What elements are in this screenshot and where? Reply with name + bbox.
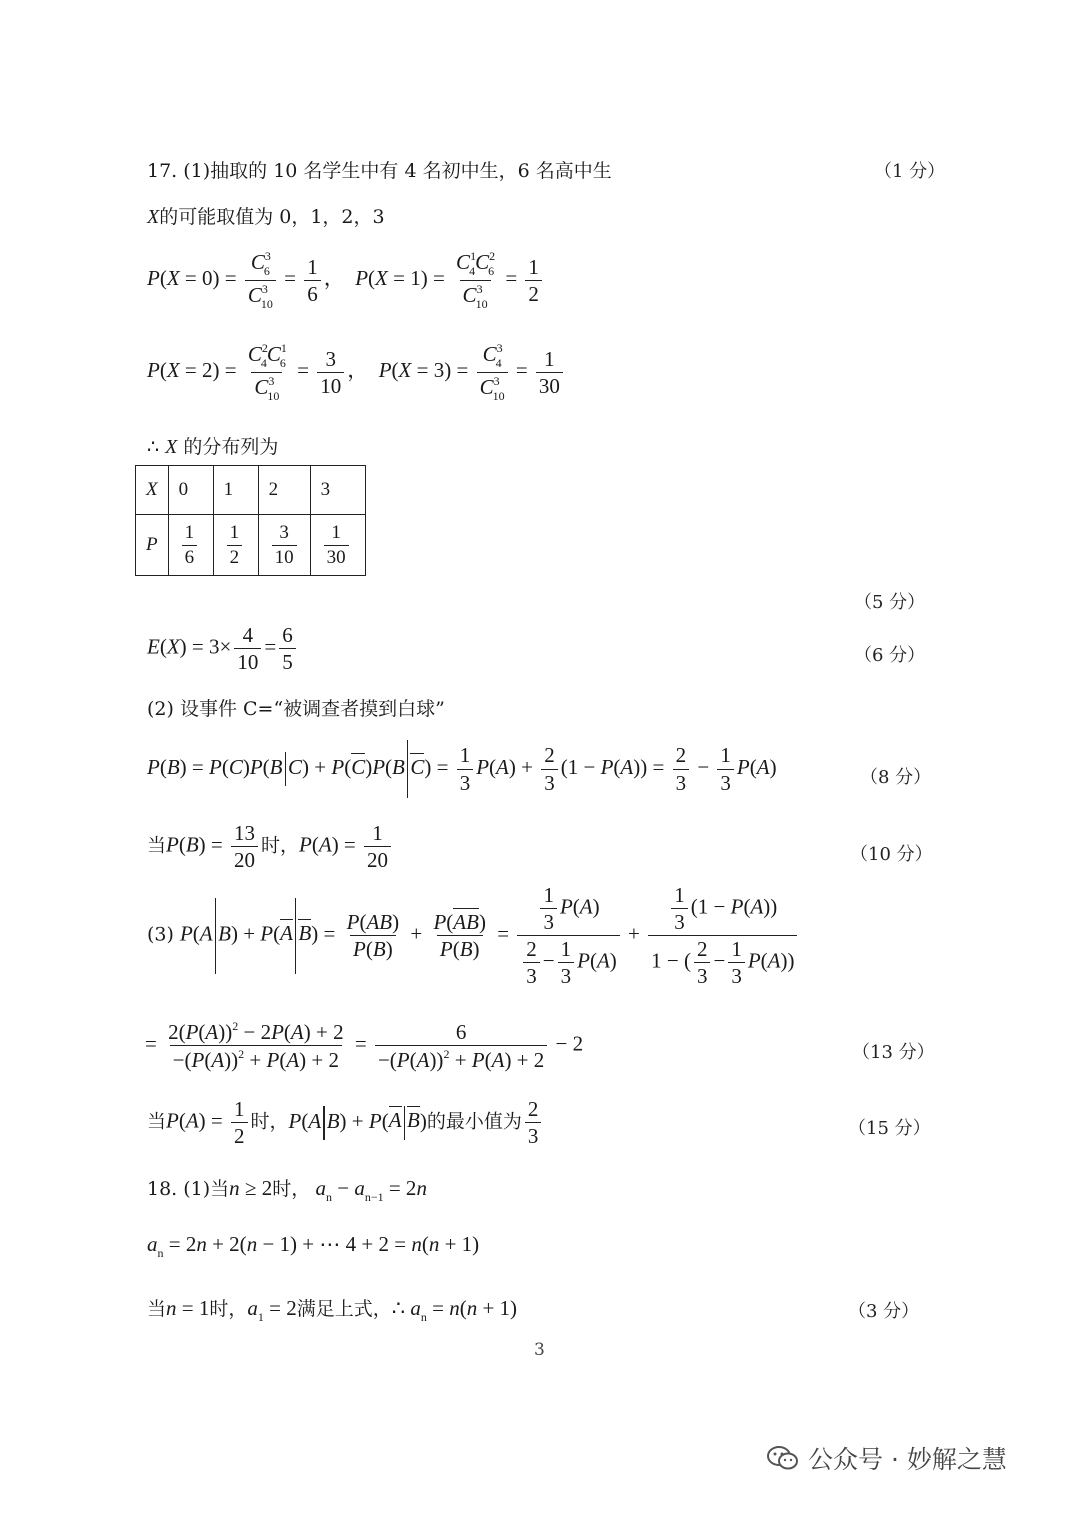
- when-pb-line: 当P(B) = $\frac{13}{20}$ 时，P(A) = $\frac{1}{20}$: [147, 822, 394, 871]
- min-value-line: 当P(A) = $\frac{1}{2}$ 时，P(A B) + P(A B)的最小值为 $\frac{2}{3}$: [147, 1098, 544, 1147]
- score-13: （13 分）: [852, 1042, 935, 1063]
- table-head-cell: X: [136, 466, 169, 515]
- problem-17-title: 17. (1)抽取的 10 名学生中有 4 名初中生，6 名高中生: [147, 160, 612, 182]
- part-3-label: (3): [147, 923, 174, 946]
- table-head-cell: 0: [168, 466, 213, 515]
- table-head-cell: 1: [213, 466, 258, 515]
- formula-expectation: E(X) = 3× $\frac{4}{10}$ = $\frac{6}{5}$: [147, 624, 299, 673]
- part-2-title: (2) 设事件 C=“被调查者摸到白球”: [147, 698, 445, 720]
- table-head-cell: 3: [310, 466, 365, 515]
- p18-title: 18. (1)当: [147, 1178, 230, 1200]
- score-10: （10 分）: [850, 844, 933, 865]
- p18-when: 当: [147, 1298, 167, 1320]
- table-head-cell: 2: [258, 466, 310, 515]
- var-x-2: X: [165, 436, 178, 458]
- score-3: （3 分）: [848, 1301, 920, 1322]
- distribution-table: [135, 465, 366, 576]
- page-number: 3: [534, 1340, 545, 1360]
- formula-simplified: = $\frac{2(P(A))^2 - 2P(A) + 2}{-(P(A))^2 + P(A) + 2}$ = $\frac{6}{-(P(A))^2 + P(A) + 2}$ − 2: [145, 1019, 584, 1073]
- when-text: 当: [147, 834, 167, 857]
- when-text-2: 当: [147, 1110, 167, 1133]
- shi-text-2: 时，: [250, 1110, 289, 1133]
- part-3-formula: (3) P(A B) + P(A B) = $\frac{P(AB)}{P(B)}$ + $\frac{P(AB)}{P(B)}$ = $\frac{1}{3}$ P(A) $\frac{2}{3}$ − $\frac{1}{3}$ P(A) + $\frac{1}{3}$ (1 − P(A)) 1 − ( $\frac{2}{3}$ − $\frac{1}{3}$ P(A)): [147, 884, 800, 987]
- score-6: （6 分）: [854, 645, 926, 666]
- table-p-label: P: [136, 515, 169, 576]
- watermark: [766, 1440, 1007, 1476]
- dist-intro-line: ∴ X 的分布列为: [147, 436, 279, 458]
- score-1: （1 分）: [874, 161, 946, 182]
- table-prob-cell: $\frac{1}{6}$: [168, 515, 213, 576]
- dist-intro: 的分布列为: [183, 436, 279, 458]
- score-8: （8 分）: [860, 767, 932, 788]
- formula-px0-px1: P(X = 0) = $\frac{C^3_6}{C^3_{10}}$ = $\frac{1}{6}$ ， P(X = 1) = $\frac{C^1_4C^2_6}{C^3_{10}}$ = $\frac{1}{2}$: [147, 250, 545, 310]
- formula-pb: P(B) = P(C)P(B C) + P(C)P(B C) = $\frac{1}{3}$ P(A) + $\frac{2}{3}$ (1 − P(A)) = $\frac{2}{3}$ − $\frac{1}{3}$ P(A): [147, 740, 777, 798]
- x-values-text: 的可能取值为 0，1，2，3: [159, 206, 385, 228]
- formula-an-sum: $a_n = 2n + 2(n - 1)$ + ⋯ 4 + 2 = n(n + 1): [147, 1232, 480, 1260]
- var-x: X: [147, 206, 160, 228]
- table-row: [136, 515, 366, 576]
- min-text: 的最小值为: [426, 1110, 522, 1133]
- p18-satisfies: 满足上式，: [296, 1298, 392, 1320]
- n1-line: 当n = 1时，$a_1 = 2$满足上式，∴ $a_n = n(n + 1)$: [147, 1296, 518, 1324]
- table-prob-cell: $\frac{1}{30}$: [310, 515, 365, 576]
- score-5: （5 分）: [854, 592, 926, 613]
- table-row: [136, 466, 366, 515]
- x-values-line: [147, 202, 385, 229]
- p18-shi: 时，: [209, 1298, 248, 1320]
- wechat-icon: [766, 1444, 800, 1472]
- score-15: （15 分）: [848, 1118, 931, 1139]
- table-prob-cell: $\frac{3}{10}$: [258, 515, 310, 576]
- shi-text: 时，: [261, 834, 300, 857]
- table-prob-cell: $\frac{1}{2}$: [213, 515, 258, 576]
- watermark-text: 公众号 · 妙解之慧: [808, 1445, 1007, 1474]
- problem-18-title: 18. (1)当n ≥ 2时， $a_n - a_{n-1} = 2n$: [147, 1176, 427, 1204]
- formula-px2-px3: P(X = 2) = $\frac{C^2_4C^1_6}{C^3_{10}}$ = $\frac{3}{10}$ ， P(X = 3) = $\frac{C^3_4}{C^3_{10}}$ = $\frac{1}{30}$: [147, 342, 566, 402]
